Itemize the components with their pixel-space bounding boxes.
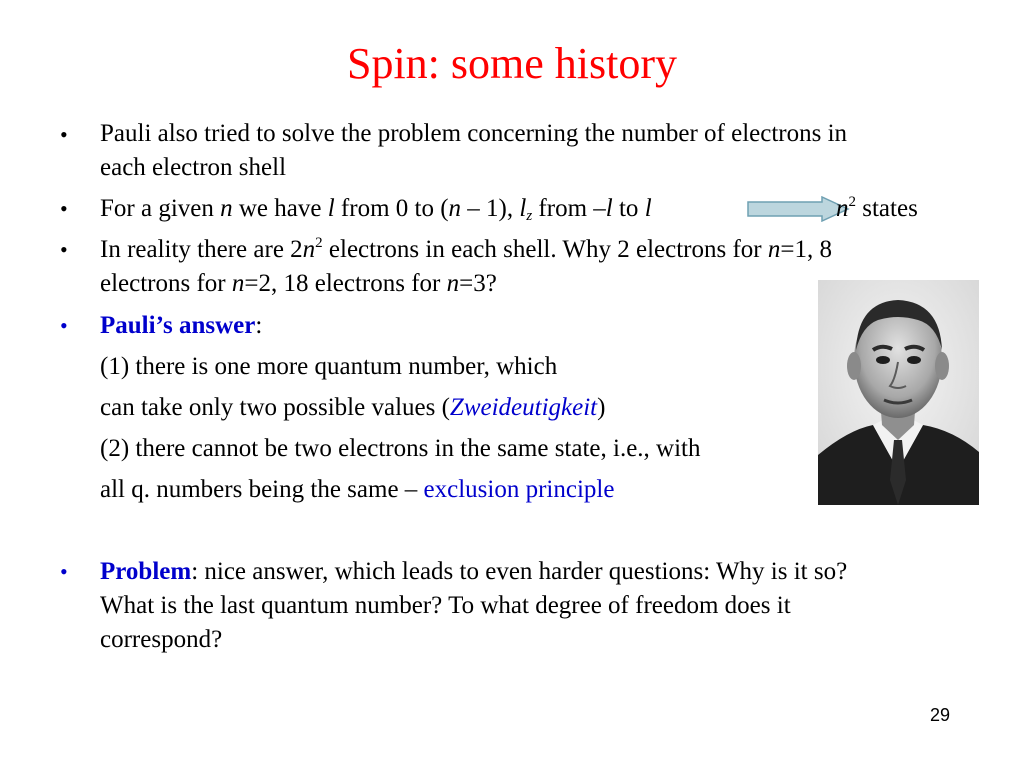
text: : (255, 312, 263, 339)
var-n: n (836, 195, 849, 222)
bullet-1-line-2: each electron shell (100, 154, 287, 181)
text: to (612, 195, 645, 222)
text: – 1), (461, 195, 520, 222)
problem-heading: Problem (100, 558, 192, 585)
bullet-marker: • (60, 196, 68, 221)
text: : nice answer, which leads to even harder questions: Why is it so? (191, 558, 848, 585)
text: all q. numbers being the same – (100, 476, 424, 503)
bullet-3-line-2 (100, 269, 497, 299)
slide-title: Spin: some history (346, 39, 678, 88)
bullet-1-line-1: Pauli also tried to solve the problem concerning the number of electrons in (100, 120, 848, 147)
text: ) (597, 394, 606, 421)
var-n: n (231, 270, 245, 297)
bullet-4-heading (100, 311, 262, 341)
text: electrons for (100, 270, 232, 297)
text: =2, 18 electrons for (244, 270, 447, 297)
portrait-photo (818, 280, 979, 505)
exponent: 2 (848, 194, 856, 210)
text: states (856, 195, 918, 222)
exponent: 2 (315, 235, 323, 251)
text: from – (532, 195, 606, 222)
bullet-5-line-2: What is the last quantum number? To what degree of freedom does it (100, 592, 791, 619)
bullet-marker: • (60, 122, 68, 147)
portrait-illustration (818, 280, 979, 505)
text: =3? (459, 270, 497, 297)
bullet-4-line-3: (2) there cannot be two electrons in the same state, i.e., with (100, 435, 701, 462)
text: from 0 to ( (334, 195, 449, 222)
text: we have (232, 195, 328, 222)
var-n: n (448, 195, 462, 222)
bullet-5-line-3: correspond? (100, 626, 223, 653)
right-arrow-icon (746, 196, 850, 222)
var-n: n (767, 236, 781, 263)
bullet-2-line (100, 194, 652, 231)
page-number: 29 (930, 705, 951, 725)
text: can take only two possible values ( (100, 394, 450, 421)
bullet-marker: • (60, 237, 68, 262)
var-n: n (302, 236, 316, 263)
bullet-4-line-4 (100, 475, 614, 505)
var-l: l (327, 195, 335, 222)
states-label (836, 194, 918, 224)
var-l: l (519, 195, 527, 222)
var-n: n (220, 195, 233, 222)
exclusion-principle-term: exclusion principle (423, 476, 615, 503)
zweideutigkeit-term: Zweideutigkeit (449, 394, 598, 421)
bullet-marker: • (60, 559, 68, 584)
bullet-marker: • (60, 313, 68, 338)
var-n: n (446, 270, 460, 297)
bullet-5-line-1 (100, 557, 847, 587)
text: electrons in each shell. Why 2 electrons for (322, 236, 768, 263)
bullet-4-line-1: (1) there is one more quantum number, which (100, 353, 558, 380)
subscript-z: z (526, 208, 533, 224)
bullet-4-line-2 (100, 393, 605, 423)
text: For a given (100, 195, 221, 222)
pauli-answer-heading: Pauli’s answer (100, 312, 256, 339)
bullet-3-line-1 (100, 235, 832, 265)
text: =1, 8 (780, 236, 832, 263)
text: In reality there are 2 (100, 236, 303, 263)
var-l: l (644, 195, 652, 222)
var-l: l (605, 195, 613, 222)
